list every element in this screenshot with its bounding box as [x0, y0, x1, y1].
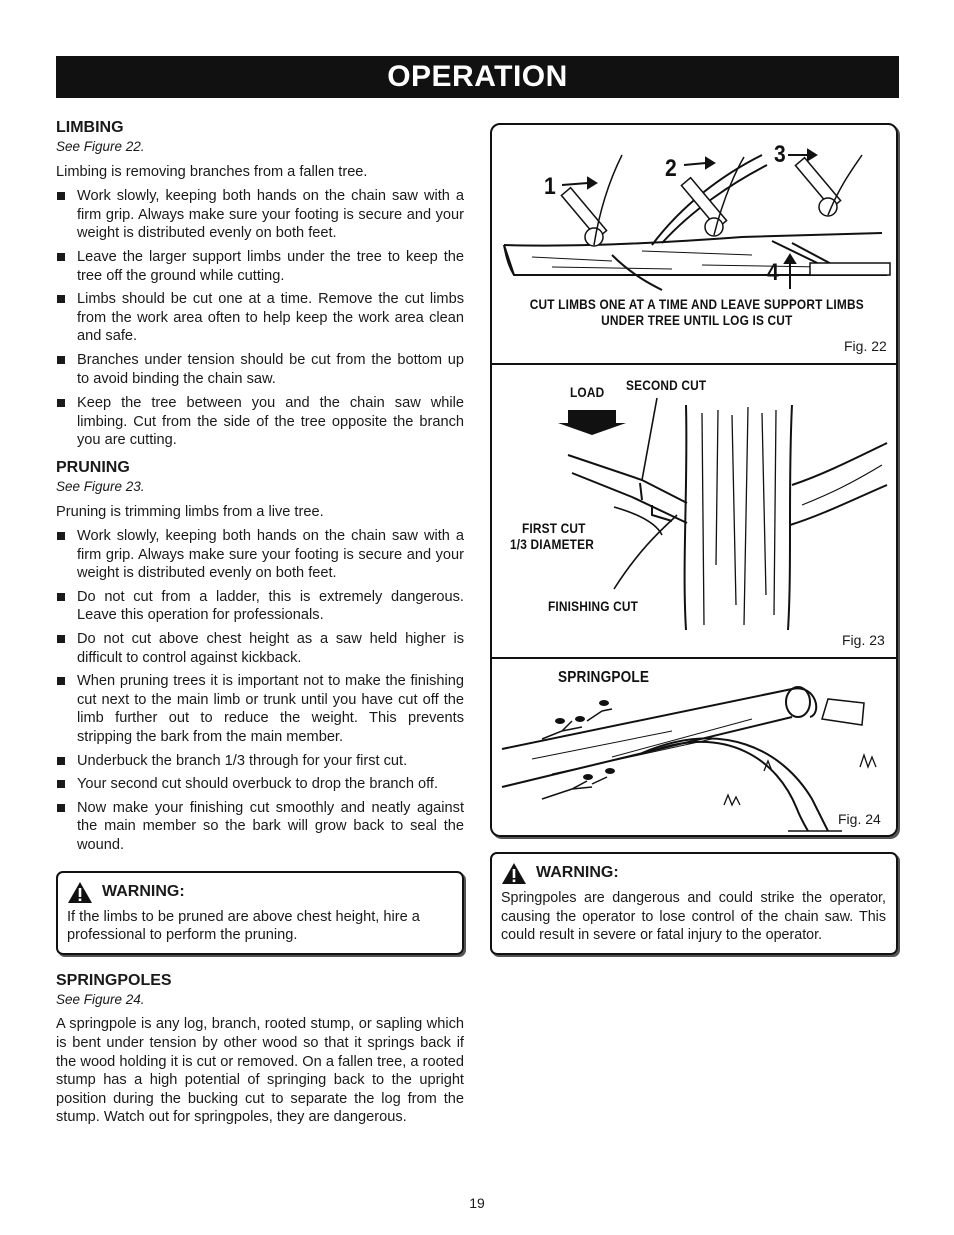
list-item: Do not cut above chest height as a saw held higher is difficult to control against kickback. [56, 630, 464, 667]
warning-box-pruning [56, 871, 464, 955]
list-item: Work slowly, keeping both hands on the chain saw with a firm grip. Always make sure your footing is secure and your weight is distributed evenly on both feet. [56, 187, 464, 243]
step-number-2: 2 [665, 155, 677, 182]
springpoles-section [56, 971, 464, 1127]
warning-triangle-icon [501, 862, 527, 885]
limbing-list [56, 187, 464, 450]
warning-text: Springpoles are dangerous and could strike the operator, causing the operator to lose control of the chain saw. This could result in severe or fatal injury to the operator. [501, 890, 886, 944]
list-item: Branches under tension should be cut from the bottom up to avoid binding the chain saw. [56, 351, 464, 388]
pruning-figure-ref: See Figure 23. [56, 478, 145, 494]
springpoles-text: A springpole is any log, branch, rooted stump, or sapling which is bent under tension by other wood so that it springs back if the wood holding it is cut or removed. On a fallen tree, a rooted stump has a high potential of springing back to the upright position during the bucking cut to separate the log from the stump. Watch out for springpoles, they are dangerous. [56, 1016, 464, 1126]
springpoles-figure-ref: See Figure 24. [56, 991, 145, 1007]
warning-header [67, 881, 452, 904]
figure-23 [492, 365, 896, 657]
list-item: Your second cut should overbuck to drop the branch off. [56, 775, 464, 794]
fig22-label: Fig. 22 [844, 338, 887, 354]
figure-22 [492, 125, 896, 363]
pruning-heading: PRUNING [56, 458, 130, 476]
list-item: Leave the larger support limbs under the tree to keep the tree off the ground while cutting. [56, 248, 464, 285]
figure-panel [490, 123, 898, 837]
pruning-section [56, 458, 464, 855]
list-item: Now make your finishing cut smoothly and neatly against the main member so the bark will grow back to seal the wound. [56, 799, 464, 855]
step-number-4: 4 [767, 259, 779, 286]
fig24-label: Fig. 24 [838, 811, 881, 827]
page-title: OPERATION [56, 56, 899, 98]
list-item: Work slowly, keeping both hands on the chain saw with a firm grip. Always make sure your footing is secure and your weight is distributed evenly on both feet. [56, 527, 464, 583]
warning-header [501, 862, 886, 885]
pruning-list [56, 527, 464, 855]
springpole-illustration [492, 659, 896, 835]
limbing-section [56, 118, 464, 450]
second-cut-label: SECOND CUT [626, 378, 707, 393]
step-number-1: 1 [544, 173, 556, 200]
warning-text: If the limbs to be pruned are above chest height, hire a professional to perform the pruning. [67, 908, 420, 944]
list-item: Limbs should be cut one at a time. Remove the cut limbs from the work area often to help keep the work area clean and safe. [56, 290, 464, 346]
first-cut-label: FIRST CUT [522, 521, 586, 536]
list-item: Keep the tree between you and the chain saw while limbing. Cut from the side of the tree opposite the branch you are cutting. [56, 394, 464, 450]
warning-title: WARNING: [536, 864, 619, 882]
first-cut-diameter-label: 1/3 DIAMETER [510, 537, 594, 552]
figure-24 [492, 659, 896, 835]
warning-title: WARNING: [102, 882, 185, 900]
springpole-label: SPRINGPOLE [558, 669, 650, 686]
limbing-intro: Limbing is removing branches from a fallen tree. [56, 163, 368, 180]
limbing-heading: LIMBING [56, 119, 124, 136]
list-item: When pruning trees it is important not to make the finishing cut next to the main limb or trunk until you have cut off the limb further out to reduce the weight. This prevents stripping the bark from the main member. [56, 672, 464, 746]
left-column [56, 118, 464, 1127]
springpoles-heading: SPRINGPOLES [56, 971, 172, 989]
page-number: 19 [469, 1195, 485, 1211]
list-item: Underbuck the branch 1/3 through for your first cut. [56, 752, 464, 771]
warning-triangle-icon [67, 881, 93, 904]
limbing-figure-ref: See Figure 22. [56, 139, 145, 154]
finishing-cut-label: FINISHING CUT [548, 599, 639, 614]
list-item: Do not cut from a ladder, this is extremely dangerous. Leave this operation for professionals. [56, 588, 464, 625]
limbing-illustration [492, 125, 896, 295]
fig22-caption: CUT LIMBS ONE AT A TIME AND LEAVE SUPPORT LIMBS UNDER TREE UNTIL LOG IS CUT [529, 297, 864, 328]
fig23-label: Fig. 23 [842, 632, 885, 648]
load-label: LOAD [570, 385, 605, 400]
warning-box-springpoles [490, 852, 898, 955]
step-number-3: 3 [774, 141, 786, 168]
pruning-intro: Pruning is trimming limbs from a live tree. [56, 503, 324, 520]
